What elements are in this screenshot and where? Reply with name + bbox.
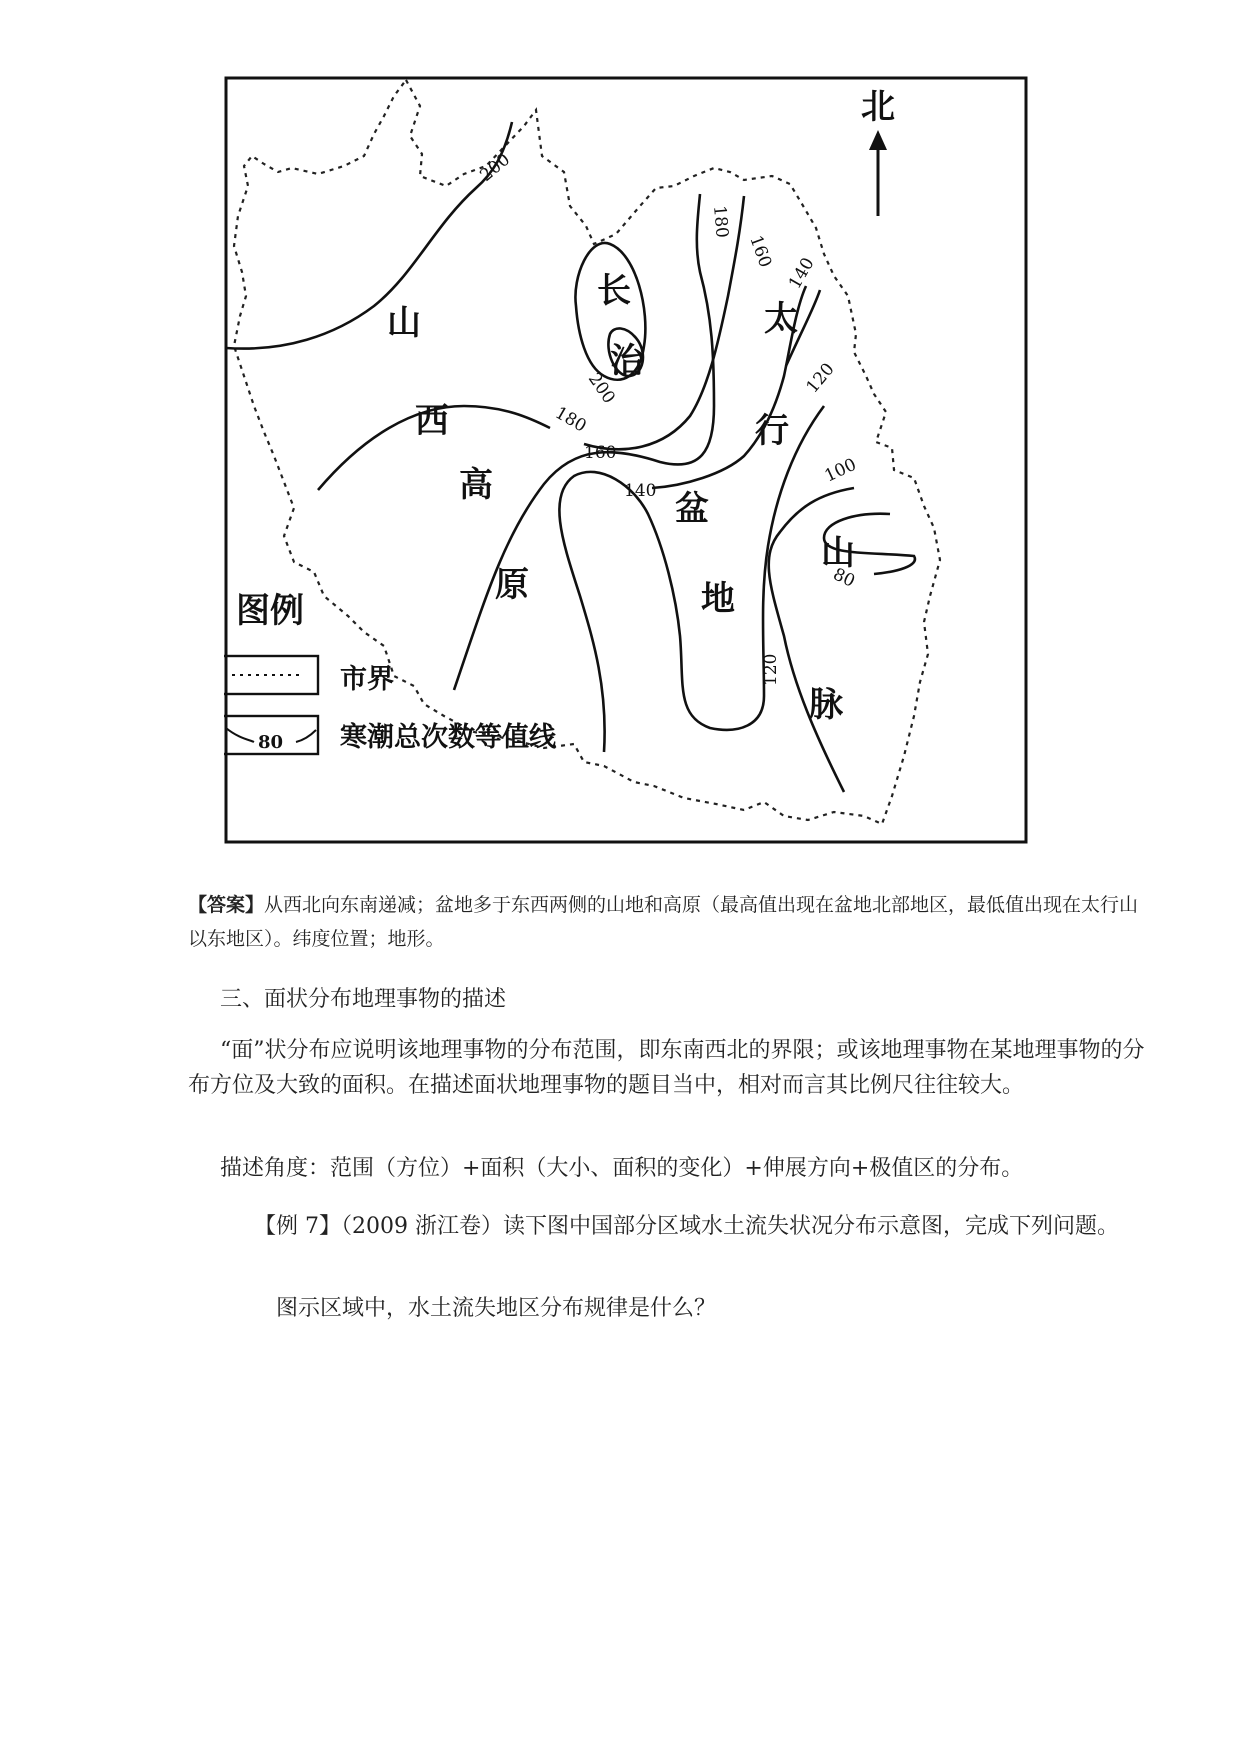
region-char-hang: 行 xyxy=(755,411,789,451)
north-label: 北 xyxy=(861,87,895,127)
region-char-gao: 高 xyxy=(459,465,493,505)
answer-tag: 【答案】 xyxy=(188,894,265,916)
region-char-di: 地 xyxy=(701,579,735,619)
legend-boundary-label: 市界 xyxy=(340,664,394,695)
body-paragraph-area-description xyxy=(188,1033,1154,1103)
answer-text: 从西北向东南递减；盆地多于东西两侧的山地和高原（最高值出现在盆地北部地区，最低值出现在太行山以东地区）。纬度位置；地形。 xyxy=(188,894,1139,950)
contour-label: 180 xyxy=(709,204,732,239)
region-char-pen: 盆 xyxy=(675,489,709,529)
contour-label: 140 xyxy=(785,254,819,293)
example-paragraph xyxy=(188,1209,1154,1244)
question-text: 图示区域中，水土流失地区分布规律是什么？ xyxy=(276,1296,717,1321)
body-paragraph-text: “面”状分布应说明该地理事物的分布范围，即东南西北的界限；或该地理事物在某地理事物的分布方位及大致的面积。在描述面状地理事物的题目当中，相对而言其比例尺往往较大。 xyxy=(188,1038,1145,1098)
section-heading: 三、面状分布地理事物的描述 xyxy=(220,987,507,1012)
contour-map-figure xyxy=(224,76,1028,844)
region-char-shan-2: 山 xyxy=(821,533,855,573)
contour-label: 140 xyxy=(624,481,657,501)
region-char-tai: 太 xyxy=(764,299,798,339)
region-char-shan: 山 xyxy=(387,303,421,343)
region-char-mai: 脉 xyxy=(809,685,843,725)
region-char-xi: 西 xyxy=(415,401,449,441)
answer-paragraph xyxy=(188,888,1154,956)
region-char-zhi: 治 xyxy=(610,341,644,381)
legend-title: 图例 xyxy=(236,591,304,631)
region-char-chang: 长 xyxy=(597,271,631,311)
body-paragraph-angles: 描述角度：范围（方位）+面积（大小、面积的变化）+伸展方向+极值区的分布。 xyxy=(220,1156,1024,1181)
example-label: 【例 7】 xyxy=(254,1214,341,1239)
contour-label: 180 xyxy=(551,403,590,437)
contour-label: 200 xyxy=(583,369,619,408)
legend-isoline-label: 寒潮总次数等值线 xyxy=(340,722,556,753)
contour-label: 120 xyxy=(761,653,781,686)
contour-label: 160 xyxy=(584,443,617,463)
example-text: （2009 浙江卷）读下图中国部分区域水土流失状况分布示意图，完成下列问题。 xyxy=(341,1214,1119,1239)
region-char-yuan: 原 xyxy=(495,565,529,605)
contour-label: 80 xyxy=(829,564,858,592)
contour-label: 200 xyxy=(476,149,515,186)
legend-isoline-sample-value: 80 xyxy=(258,732,284,753)
contour-label: 160 xyxy=(745,232,776,271)
contour-map xyxy=(224,76,1028,844)
contour-label: 120 xyxy=(802,359,839,398)
contour-label: 100 xyxy=(821,454,860,487)
